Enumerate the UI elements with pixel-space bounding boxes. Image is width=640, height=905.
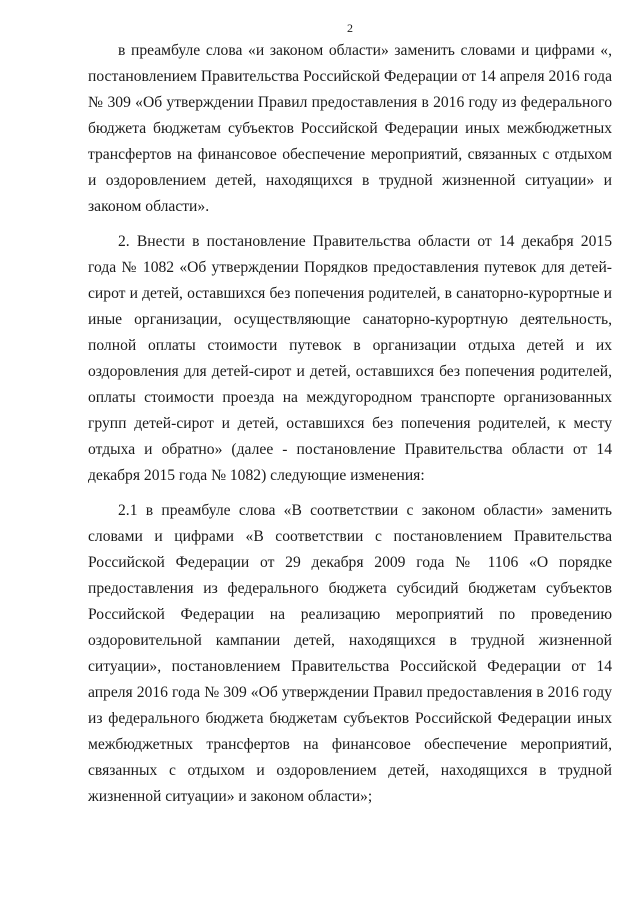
paragraph-item-2-1: 2.1 в преамбуле слова «В соответствии с законом области» заменить словами и цифрами «В соответствии с постановлением Правительства Российской Федерации от 29 декабря 2009 года № 1106 «О порядке предоставления из федерального бюджета субсидий бюджетам субъектов Российской Федерации на реализацию мероприятий по проведению оздоровительной кампании детей, находящихся в трудной жизненной ситуации», постановлением Правительства Российской Федерации от 14 апреля 2016 года № 309 «Об утверждении Правил предоставления в 2016 году из федерального бюджета бюджетам субъектов Российской Федерации иных межбюджетных трансфертов на финансовое обеспечение мероприятий, связанных с отдыхом и оздоровлением детей, находящихся в трудной жизненной ситуации» и законом области»; [88, 502, 612, 805]
document-body [88, 38, 612, 810]
paragraph-item-2: 2. Внести в постановление Правительства области от 14 декабря 2015 года № 1082 «Об утверждении Порядков предоставления путевок для детей-сирот и детей, оставшихся без попечения родителей, в санаторно-курортные и иные организации, осуществляющие санаторно-курортную деятельность, полной оплаты стоимости путевок в организации отдыха детей и их оздоровления для детей-сирот и детей, оставшихся без попечения родителей, оплаты стоимости проезда на междугородном транспорте организованных групп детей-сирот и детей, оставшихся без попечения родителей, к месту отдыха и обратно» (далее - постановление Правительства области от 14 декабря 2015 года № 1082) следующие изменения: [88, 233, 612, 484]
page-number: 2 [347, 21, 353, 35]
paragraph-preamble-amendment: в преамбуле слова «и законом области» заменить словами и цифрами «, постановлением Правительства Российской Федерации от 14 апреля 2016 года № 309 «Об утверждении Правил предоставления в 2016 году из федерального бюджета бюджетам субъектов Российской Федерации иных межбюджетных трансфертов на финансовое обеспечение мероприятий, связанных с отдыхом и оздоровлением детей, находящихся в трудной жизненной ситуации» и законом области». [88, 42, 612, 215]
